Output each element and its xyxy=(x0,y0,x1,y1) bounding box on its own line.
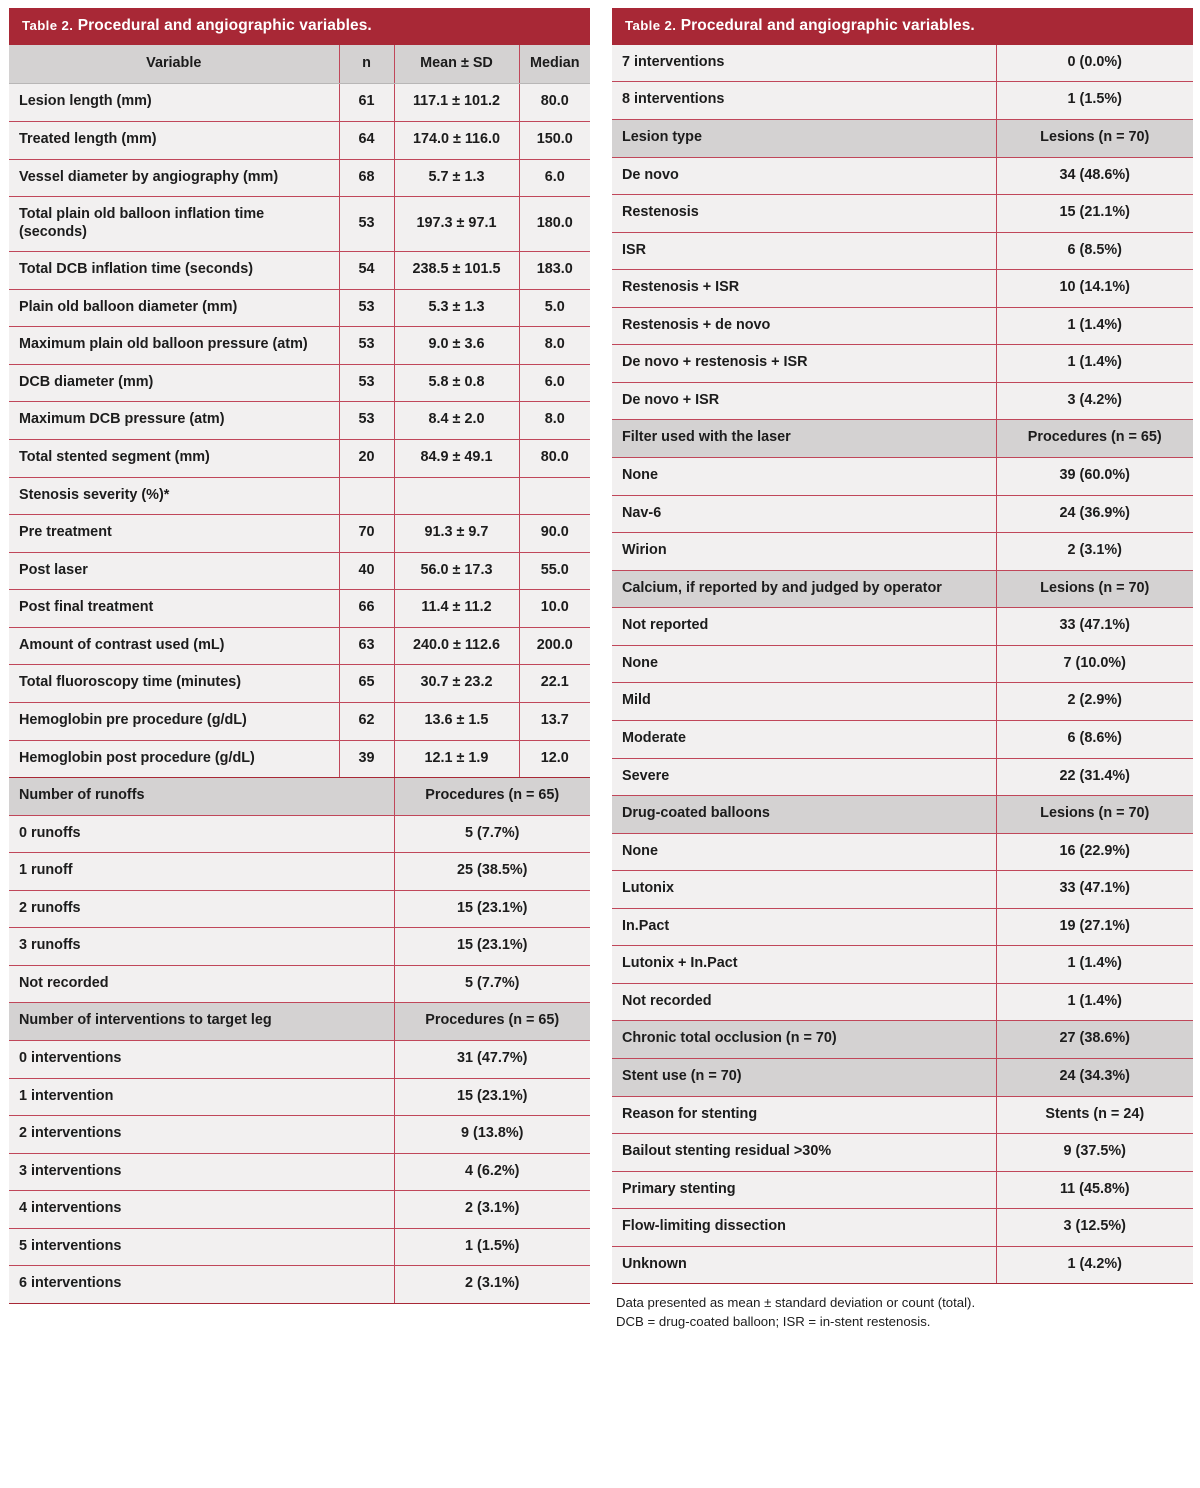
row-value: 1 (1.4%) xyxy=(996,983,1193,1021)
row-n: 64 xyxy=(339,121,394,159)
table-row xyxy=(612,157,1193,195)
table-row xyxy=(9,627,590,665)
row-label: Total DCB inflation time (seconds) xyxy=(9,252,339,290)
row-label: De novo xyxy=(612,157,996,195)
row-median: 90.0 xyxy=(519,515,590,553)
row-n: 61 xyxy=(339,84,394,122)
left-caption-text: Procedural and angiographic variables. xyxy=(73,17,372,34)
row-value: 4 (6.2%) xyxy=(394,1153,590,1191)
row-n: 39 xyxy=(339,740,394,778)
row-n: 70 xyxy=(339,515,394,553)
row-label: None xyxy=(612,833,996,871)
table-row xyxy=(612,195,1193,233)
row-label: 2 interventions xyxy=(9,1116,394,1154)
table-row xyxy=(612,270,1193,308)
row-label: Lesion length (mm) xyxy=(9,84,339,122)
row-label: 3 interventions xyxy=(9,1153,394,1191)
row-n: 20 xyxy=(339,440,394,478)
row-value: 7 (10.0%) xyxy=(996,645,1193,683)
row-value: 15 (23.1%) xyxy=(394,928,590,966)
row-label: 2 runoffs xyxy=(9,890,394,928)
right-table-body xyxy=(612,45,1193,1284)
row-value: Procedures (n = 65) xyxy=(996,420,1193,458)
right-table-caption xyxy=(612,8,1193,45)
row-label: Wirion xyxy=(612,533,996,571)
row-value: 1 (4.2%) xyxy=(996,1246,1193,1284)
row-value: 22 (31.4%) xyxy=(996,758,1193,796)
table-row xyxy=(9,702,590,740)
row-label: Stenosis severity (%)* xyxy=(9,477,339,515)
row-value: Procedures (n = 65) xyxy=(394,778,590,815)
row-label: 4 interventions xyxy=(9,1191,394,1229)
row-value: 25 (38.5%) xyxy=(394,853,590,891)
row-label: Restenosis xyxy=(612,195,996,233)
row-n xyxy=(339,477,394,515)
row-mean-sd: 13.6 ± 1.5 xyxy=(394,702,519,740)
row-n: 53 xyxy=(339,364,394,402)
table-row xyxy=(612,720,1193,758)
row-median: 22.1 xyxy=(519,665,590,703)
row-label: DCB diameter (mm) xyxy=(9,364,339,402)
row-label: Pre treatment xyxy=(9,515,339,553)
row-label: Unknown xyxy=(612,1246,996,1284)
table-row xyxy=(9,1041,590,1079)
row-label: ISR xyxy=(612,232,996,270)
row-value: 1 (1.4%) xyxy=(996,307,1193,345)
footnote-line-2: DCB = drug-coated balloon; ISR = in-stent restenosis. xyxy=(616,1314,931,1330)
table-row xyxy=(612,983,1193,1021)
row-label: Plain old balloon diameter (mm) xyxy=(9,289,339,327)
table-section-row xyxy=(612,1059,1193,1097)
row-label: Chronic total occlusion (n = 70) xyxy=(612,1021,996,1059)
row-value: 27 (38.6%) xyxy=(996,1021,1193,1059)
table-section-row xyxy=(9,778,590,815)
row-label: 3 runoffs xyxy=(9,928,394,966)
left-table-caption xyxy=(9,8,590,45)
column-header-variable: Variable xyxy=(9,45,339,84)
column-header-n: n xyxy=(339,45,394,84)
table-row xyxy=(9,665,590,703)
right-caption-text: Procedural and angiographic variables. xyxy=(676,17,975,34)
row-label: Reason for stenting xyxy=(612,1096,996,1134)
table-row xyxy=(9,1116,590,1154)
row-label: Post final treatment xyxy=(9,590,339,628)
table-row xyxy=(9,84,590,122)
row-value: 31 (47.7%) xyxy=(394,1041,590,1079)
row-median: 13.7 xyxy=(519,702,590,740)
row-value: 6 (8.5%) xyxy=(996,232,1193,270)
row-label: Post laser xyxy=(9,552,339,590)
row-label: Calcium, if reported by and judged by operator xyxy=(612,570,996,608)
row-mean-sd: 240.0 ± 112.6 xyxy=(394,627,519,665)
column-header-mean-sd: Mean ± SD xyxy=(394,45,519,84)
left-table-header-row xyxy=(9,45,590,84)
row-value: 3 (4.2%) xyxy=(996,382,1193,420)
row-value: 24 (36.9%) xyxy=(996,495,1193,533)
table-row xyxy=(9,159,590,197)
row-label: Not recorded xyxy=(9,965,394,1003)
row-median: 80.0 xyxy=(519,84,590,122)
row-median: 55.0 xyxy=(519,552,590,590)
table-row xyxy=(9,402,590,440)
row-value: 10 (14.1%) xyxy=(996,270,1193,308)
table-row xyxy=(612,1246,1193,1284)
row-label: Primary stenting xyxy=(612,1171,996,1209)
row-value: 1 (1.4%) xyxy=(996,946,1193,984)
table-row xyxy=(612,533,1193,571)
row-value: Stents (n = 24) xyxy=(996,1096,1193,1134)
table-row xyxy=(9,515,590,553)
table-row xyxy=(9,327,590,365)
row-label: Hemoglobin post procedure (g/dL) xyxy=(9,740,339,778)
row-value: 16 (22.9%) xyxy=(996,833,1193,871)
row-label: Mild xyxy=(612,683,996,721)
row-label: Moderate xyxy=(612,720,996,758)
left-table xyxy=(9,45,590,778)
table-row xyxy=(612,683,1193,721)
row-label: Maximum DCB pressure (atm) xyxy=(9,402,339,440)
row-label: Lutonix xyxy=(612,871,996,909)
table-row xyxy=(612,82,1193,120)
table-section-row xyxy=(612,570,1193,608)
table-row xyxy=(9,853,590,891)
table-row xyxy=(9,252,590,290)
table-row xyxy=(612,307,1193,345)
row-value: Procedures (n = 65) xyxy=(394,1003,590,1041)
row-value: 15 (23.1%) xyxy=(394,1078,590,1116)
table-row xyxy=(612,908,1193,946)
table-row xyxy=(612,232,1193,270)
table-row xyxy=(9,590,590,628)
left-table-column xyxy=(9,8,590,1488)
row-n: 53 xyxy=(339,402,394,440)
right-caption-prefix: Table 2. xyxy=(625,18,677,33)
row-value: 33 (47.1%) xyxy=(996,871,1193,909)
row-label: Restenosis + ISR xyxy=(612,270,996,308)
table-section-row xyxy=(612,119,1193,157)
row-mean-sd: 30.7 ± 23.2 xyxy=(394,665,519,703)
row-label: Vessel diameter by angiography (mm) xyxy=(9,159,339,197)
row-mean-sd: 11.4 ± 11.2 xyxy=(394,590,519,628)
row-value: 15 (21.1%) xyxy=(996,195,1193,233)
row-value: 9 (37.5%) xyxy=(996,1134,1193,1172)
row-label: Nav-6 xyxy=(612,495,996,533)
row-n: 68 xyxy=(339,159,394,197)
table-row xyxy=(9,965,590,1003)
row-n: 54 xyxy=(339,252,394,290)
row-value: Lesions (n = 70) xyxy=(996,796,1193,834)
row-value: 0 (0.0%) xyxy=(996,45,1193,82)
row-value: 3 (12.5%) xyxy=(996,1209,1193,1247)
row-mean-sd: 238.5 ± 101.5 xyxy=(394,252,519,290)
table-section-row xyxy=(612,796,1193,834)
row-median: 8.0 xyxy=(519,402,590,440)
row-mean-sd: 56.0 ± 17.3 xyxy=(394,552,519,590)
row-label: Restenosis + de novo xyxy=(612,307,996,345)
table-row xyxy=(612,495,1193,533)
row-value: 19 (27.1%) xyxy=(996,908,1193,946)
left-count-table-body xyxy=(9,778,590,1303)
row-label: 8 interventions xyxy=(612,82,996,120)
row-label: 0 runoffs xyxy=(9,815,394,853)
row-value: 24 (34.3%) xyxy=(996,1059,1193,1097)
table-row xyxy=(9,289,590,327)
row-mean-sd: 8.4 ± 2.0 xyxy=(394,402,519,440)
row-label: 1 intervention xyxy=(9,1078,394,1116)
table-row xyxy=(9,928,590,966)
row-n: 65 xyxy=(339,665,394,703)
row-label: Number of runoffs xyxy=(9,778,394,815)
row-value: Lesions (n = 70) xyxy=(996,119,1193,157)
row-mean-sd: 174.0 ± 116.0 xyxy=(394,121,519,159)
table-row xyxy=(612,946,1193,984)
row-median xyxy=(519,477,590,515)
left-count-table xyxy=(9,778,590,1304)
row-n: 62 xyxy=(339,702,394,740)
row-value: 1 (1.5%) xyxy=(394,1228,590,1266)
row-label: 6 interventions xyxy=(9,1266,394,1304)
table-section-row xyxy=(612,420,1193,458)
row-label: Number of interventions to target leg xyxy=(9,1003,394,1041)
row-label: Lesion type xyxy=(612,119,996,157)
column-header-median: Median xyxy=(519,45,590,84)
table-row xyxy=(612,1134,1193,1172)
row-label: 0 interventions xyxy=(9,1041,394,1079)
row-label: Hemoglobin pre procedure (g/dL) xyxy=(9,702,339,740)
row-value: 2 (3.1%) xyxy=(996,533,1193,571)
row-label: Total stented segment (mm) xyxy=(9,440,339,478)
row-n: 53 xyxy=(339,289,394,327)
table-row xyxy=(9,815,590,853)
row-label: Severe xyxy=(612,758,996,796)
row-median: 8.0 xyxy=(519,327,590,365)
row-label: Lutonix + In.Pact xyxy=(612,946,996,984)
row-mean-sd: 5.3 ± 1.3 xyxy=(394,289,519,327)
row-median: 6.0 xyxy=(519,364,590,402)
row-value: 15 (23.1%) xyxy=(394,890,590,928)
row-n: 66 xyxy=(339,590,394,628)
table-row xyxy=(9,1078,590,1116)
row-label: None xyxy=(612,645,996,683)
row-median: 80.0 xyxy=(519,440,590,478)
row-mean-sd: 12.1 ± 1.9 xyxy=(394,740,519,778)
footnote-line-1: Data presented as mean ± standard deviation or count (total). xyxy=(616,1295,976,1311)
row-value: 1 (1.5%) xyxy=(996,82,1193,120)
row-label: Treated length (mm) xyxy=(9,121,339,159)
row-label: Filter used with the laser xyxy=(612,420,996,458)
table-section-row xyxy=(9,1003,590,1041)
row-value: 6 (8.6%) xyxy=(996,720,1193,758)
row-n: 53 xyxy=(339,327,394,365)
table-footnote xyxy=(612,1284,1193,1331)
table-row xyxy=(612,1209,1193,1247)
row-label: Amount of contrast used (mL) xyxy=(9,627,339,665)
row-median: 200.0 xyxy=(519,627,590,665)
row-value: 5 (7.7%) xyxy=(394,815,590,853)
row-value: 5 (7.7%) xyxy=(394,965,590,1003)
row-mean-sd: 197.3 ± 97.1 xyxy=(394,197,519,252)
row-mean-sd: 117.1 ± 101.2 xyxy=(394,84,519,122)
table-row xyxy=(612,608,1193,646)
row-label: Bailout stenting residual >30% xyxy=(612,1134,996,1172)
row-label: Total fluoroscopy time (minutes) xyxy=(9,665,339,703)
row-mean-sd: 9.0 ± 3.6 xyxy=(394,327,519,365)
left-caption-prefix: Table 2. xyxy=(22,18,74,33)
table-row xyxy=(9,1266,590,1304)
row-median: 5.0 xyxy=(519,289,590,327)
row-n: 53 xyxy=(339,197,394,252)
row-value: Lesions (n = 70) xyxy=(996,570,1193,608)
row-label: In.Pact xyxy=(612,908,996,946)
row-median: 183.0 xyxy=(519,252,590,290)
table-row xyxy=(612,1096,1193,1134)
row-median: 180.0 xyxy=(519,197,590,252)
table-section-row xyxy=(612,1021,1193,1059)
table-row xyxy=(9,1191,590,1229)
row-value: 2 (2.9%) xyxy=(996,683,1193,721)
row-value: 2 (3.1%) xyxy=(394,1191,590,1229)
table-row xyxy=(9,440,590,478)
table-row xyxy=(612,833,1193,871)
row-label: Not reported xyxy=(612,608,996,646)
table-row xyxy=(612,758,1193,796)
row-value: 1 (1.4%) xyxy=(996,345,1193,383)
row-label: 5 interventions xyxy=(9,1228,394,1266)
row-median: 6.0 xyxy=(519,159,590,197)
right-table-column xyxy=(612,8,1193,1488)
table-row xyxy=(612,645,1193,683)
row-mean-sd xyxy=(394,477,519,515)
row-label: Flow-limiting dissection xyxy=(612,1209,996,1247)
row-label: Not recorded xyxy=(612,983,996,1021)
row-label: Drug-coated balloons xyxy=(612,796,996,834)
left-table-body xyxy=(9,45,590,778)
row-median: 12.0 xyxy=(519,740,590,778)
row-value: 9 (13.8%) xyxy=(394,1116,590,1154)
table-row xyxy=(612,382,1193,420)
row-label: De novo + restenosis + ISR xyxy=(612,345,996,383)
table-row xyxy=(612,871,1193,909)
row-value: 2 (3.1%) xyxy=(394,1266,590,1304)
row-label: 1 runoff xyxy=(9,853,394,891)
table-row xyxy=(612,458,1193,496)
table-row xyxy=(9,197,590,252)
row-value: 39 (60.0%) xyxy=(996,458,1193,496)
table-row xyxy=(9,890,590,928)
row-mean-sd: 5.8 ± 0.8 xyxy=(394,364,519,402)
right-table xyxy=(612,45,1193,1285)
row-median: 10.0 xyxy=(519,590,590,628)
row-label: None xyxy=(612,458,996,496)
row-value: 34 (48.6%) xyxy=(996,157,1193,195)
table-row xyxy=(9,364,590,402)
table-row xyxy=(612,45,1193,82)
row-n: 63 xyxy=(339,627,394,665)
table-row xyxy=(9,1153,590,1191)
table-row xyxy=(612,345,1193,383)
row-label: De novo + ISR xyxy=(612,382,996,420)
row-mean-sd: 91.3 ± 9.7 xyxy=(394,515,519,553)
row-label: Total plain old balloon inflation time (seconds) xyxy=(9,197,339,252)
row-median: 150.0 xyxy=(519,121,590,159)
table-row xyxy=(9,552,590,590)
row-value: 33 (47.1%) xyxy=(996,608,1193,646)
table-row xyxy=(9,1228,590,1266)
table-row xyxy=(9,740,590,778)
table-row xyxy=(612,1171,1193,1209)
row-label: Maximum plain old balloon pressure (atm) xyxy=(9,327,339,365)
row-value: 11 (45.8%) xyxy=(996,1171,1193,1209)
row-n: 40 xyxy=(339,552,394,590)
table-row xyxy=(9,121,590,159)
row-label: Stent use (n = 70) xyxy=(612,1059,996,1097)
row-mean-sd: 84.9 ± 49.1 xyxy=(394,440,519,478)
row-mean-sd: 5.7 ± 1.3 xyxy=(394,159,519,197)
row-label: 7 interventions xyxy=(612,45,996,82)
table-row xyxy=(9,477,590,515)
